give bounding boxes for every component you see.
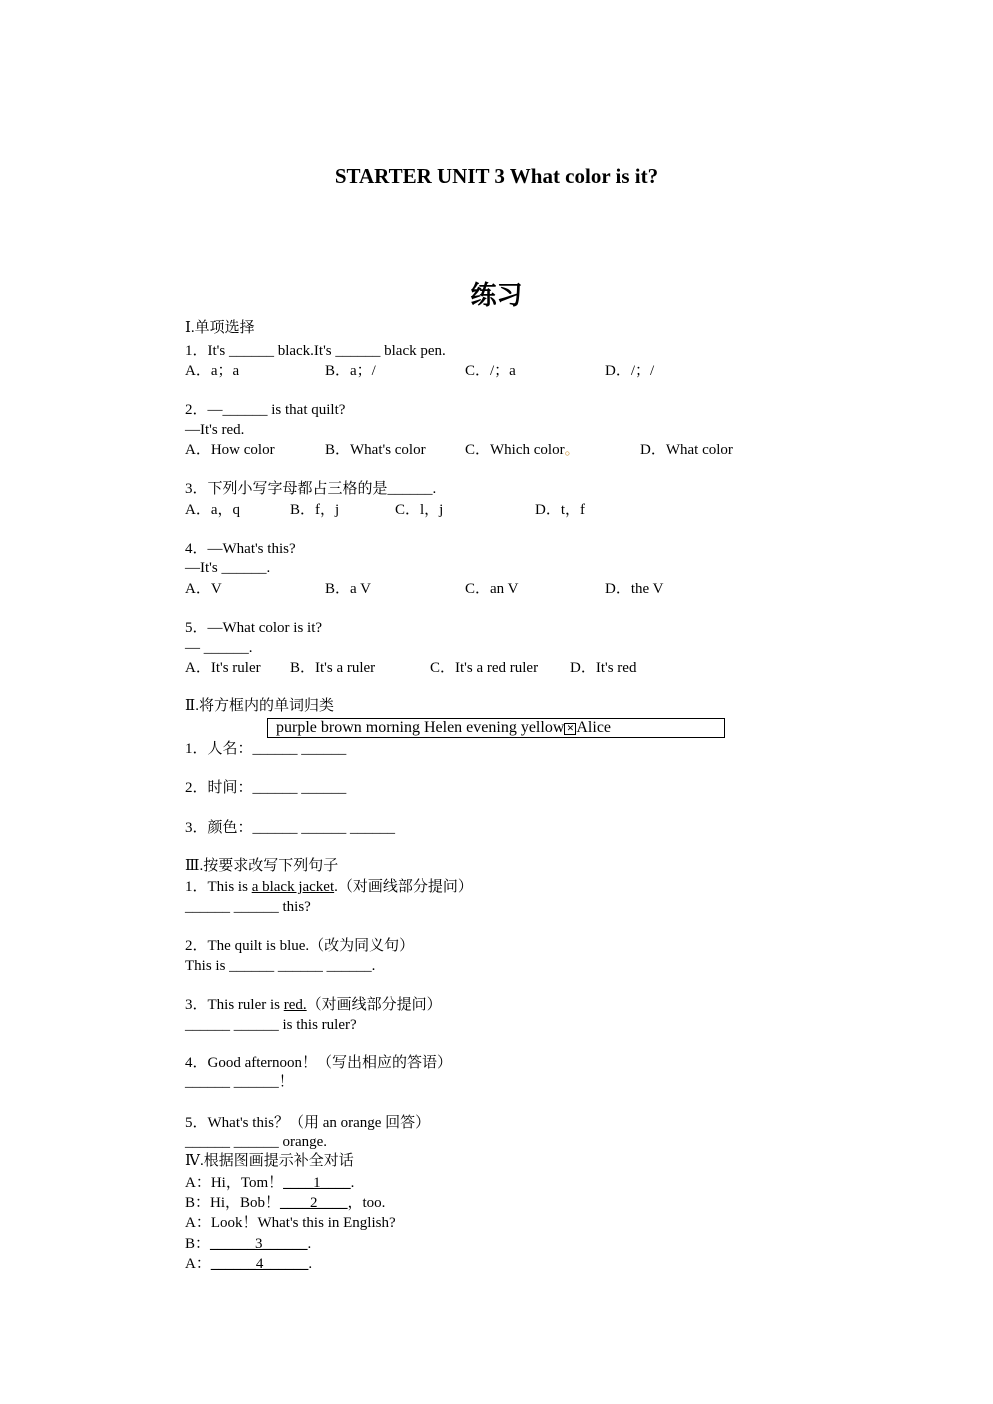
q3-1-answer: ______ ______ this?	[185, 899, 311, 915]
q2-3: 3．颜色：______ ______ ______	[185, 820, 396, 836]
dialog-line-3: A：Look！What's this in English?	[185, 1215, 396, 1231]
q1-5-reply: — ______.	[185, 640, 253, 656]
q1-5-option-d: D．It's red	[570, 660, 637, 676]
q1-3-stem: 3．下列小写字母都占三格的是______.	[185, 481, 437, 497]
q1-2-stem: 2．—______ is that quilt?	[185, 402, 346, 418]
q3-4-stem: 4．Good afternoon！（写出相应的答语）	[185, 1055, 453, 1071]
q1-4-option-b: B．a V	[325, 581, 371, 597]
q3-4-answer: ______ ______！	[185, 1074, 294, 1090]
q1-4-option-a: A．V	[185, 581, 222, 597]
q1-5-option-c: C．It's a red ruler	[430, 660, 539, 676]
q3-3-stem: 3．This ruler is red.（对画线部分提问）	[185, 997, 442, 1013]
q1-3-option-a: A．a，q	[185, 502, 240, 518]
q1-2-reply: —It's red.	[185, 422, 245, 438]
q1-1-option-b: B．a；/	[325, 363, 376, 379]
q1-2-option-c: C．Which color。	[465, 442, 580, 458]
q1-5-option-a: A．It's ruler	[185, 660, 261, 676]
q2-1: 1．人名：______ ______	[185, 741, 347, 757]
q2-2: 2．时间：______ ______	[185, 780, 347, 796]
q1-2-option-b: B．What's color	[325, 442, 426, 458]
q3-5-answer: ______ ______ orange.	[185, 1134, 328, 1150]
q1-4-option-d: D．the V	[605, 581, 664, 597]
page-subtitle: 练习	[470, 281, 523, 310]
section-1-heading: Ⅰ.单项选择	[185, 320, 255, 336]
q1-5-option-b: B．It's a ruler	[290, 660, 376, 676]
word-box-last-word: Alice	[576, 719, 612, 736]
q1-4-option-c: C．an V	[465, 581, 519, 597]
q1-1-option-c: C．/；a	[465, 363, 516, 379]
q1-3-option-c: C．l，j	[395, 502, 444, 518]
dialog-line-2: B：Hi，Bob！____2____，too.	[185, 1195, 386, 1211]
q3-3-answer: ______ ______ is this ruler?	[185, 1017, 357, 1033]
section-4-heading: Ⅳ.根据图画提示补全对话	[185, 1153, 354, 1169]
q3-5-stem: 5．What's this？（用 an orange 回答）	[185, 1115, 431, 1131]
q1-4-reply: —It's ______.	[185, 560, 271, 576]
q1-1-option-a: A．a；a	[185, 363, 240, 379]
section-3-heading: Ⅲ.按要求改写下列句子	[185, 858, 339, 874]
section-2-heading: Ⅱ.将方框内的单词归类	[185, 698, 334, 714]
dialog-line-4: B：______3______.	[185, 1236, 312, 1252]
dialog-line-1: A：Hi，Tom！____1____.	[185, 1175, 355, 1191]
q3-1-stem: 1．This is a black jacket.（对画线部分提问）	[185, 879, 473, 895]
word-box-words: purple brown morning Helen evening yellow	[276, 719, 565, 736]
q1-2-option-d: D．What color	[640, 442, 733, 458]
q3-2-answer: This is ______ ______ ______.	[185, 958, 376, 974]
q1-4-stem: 4．—What's this?	[185, 541, 296, 557]
q1-1-stem: 1．It's ______ black.It's ______ black pen.	[185, 343, 446, 359]
q1-1-option-d: D．/；/	[605, 363, 655, 379]
q1-3-option-d: D．t，f	[535, 502, 585, 518]
word-box	[267, 718, 725, 738]
q1-2-option-a: A．How color	[185, 442, 275, 458]
q1-3-option-b: B．f，j	[290, 502, 340, 518]
page-title: STARTER UNIT 3 What color is it?	[334, 164, 659, 188]
dialog-line-5: A：______4______.	[185, 1256, 313, 1272]
q1-5-stem: 5．—What color is it?	[185, 620, 323, 636]
checkbox-icon: ✕	[564, 723, 576, 735]
q3-2-stem: 2．The quilt is blue.（改为同义句）	[185, 938, 415, 954]
